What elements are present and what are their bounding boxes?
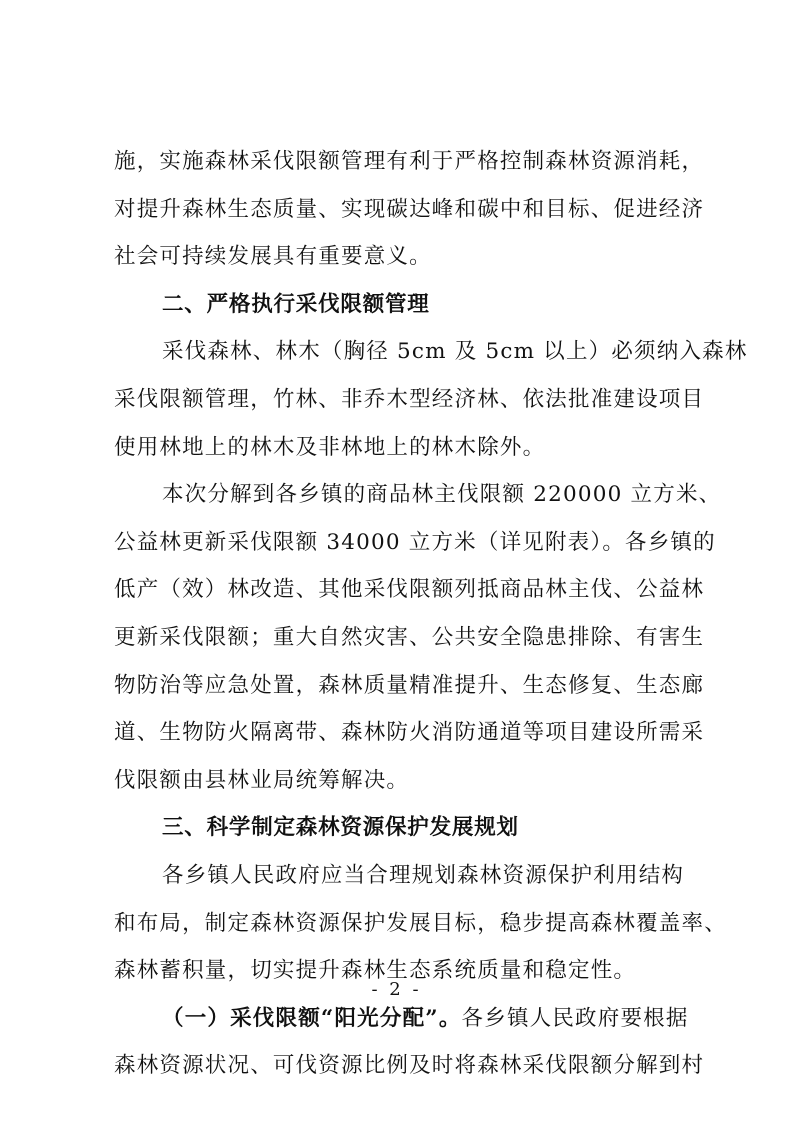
paragraph-line: 采伐限额管理，竹林、非乔木型经济林、依法批准建设项目 [114, 387, 705, 412]
section-heading-2: 二、严格执行采伐限额管理 [162, 291, 430, 317]
paragraph-line: 使用林地上的林木及非林地上的林木除外。 [114, 434, 546, 460]
paragraph-line: 物防治等应急处置，森林质量精准提升、生态修复、生态廊 [114, 672, 705, 698]
paragraph-line [162, 1004, 689, 1034]
section-heading-3: 三、科学制定森林资源保护发展规划 [162, 815, 519, 841]
paragraph-line: 各乡镇人民政府应当合理规划森林资源保护利用结构 [162, 863, 685, 888]
paragraph-line: 社会可持续发展具有重要意义。 [114, 244, 432, 270]
paragraph-line: 伐限额由县林业局统筹解决。 [114, 767, 410, 793]
paragraph-line: 公益林更新采伐限额 34000 立方米（详见附表）。各乡镇的 [114, 529, 716, 555]
page-number: - 2 - [371, 979, 422, 1000]
paragraph-line: 采伐森林、林木（胸径 5cm 及 5cm 以上）必须纳入森林 [162, 339, 748, 365]
paragraph-text: 各乡镇人民政府要根据 [461, 1005, 689, 1031]
paragraph-line: 森林蓄积量，切实提升森林生态系统质量和稳定性。 [114, 958, 637, 984]
paragraph-line: 和布局，制定森林资源保护发展目标，稳步提高森林覆盖率、 [114, 910, 727, 936]
subsection-lead: （一）采伐限额“阳光分配”。 [162, 1005, 462, 1031]
paragraph-line: 森林资源状况、可伐资源比例及时将森林采伐限额分解到村 [114, 1053, 705, 1079]
paragraph-line: 道、生物防火隔离带、森林防火消防通道等项目建设所需采 [114, 720, 705, 746]
paragraph-line: 更新采伐限额；重大自然灾害、公共安全隐患排除、有害生 [114, 625, 705, 650]
paragraph-line: 本次分解到各乡镇的商品林主伐限额 220000 立方米、 [162, 482, 722, 508]
paragraph-line: 施，实施森林采伐限额管理有利于严格控制森林资源消耗， [114, 149, 705, 174]
paragraph-line: 对提升森林生态质量、实现碳达峰和碳中和目标、促进经济 [114, 196, 705, 222]
paragraph-line: 低产（效）林改造、其他采伐限额列抵商品林主伐、公益林 [114, 577, 705, 603]
